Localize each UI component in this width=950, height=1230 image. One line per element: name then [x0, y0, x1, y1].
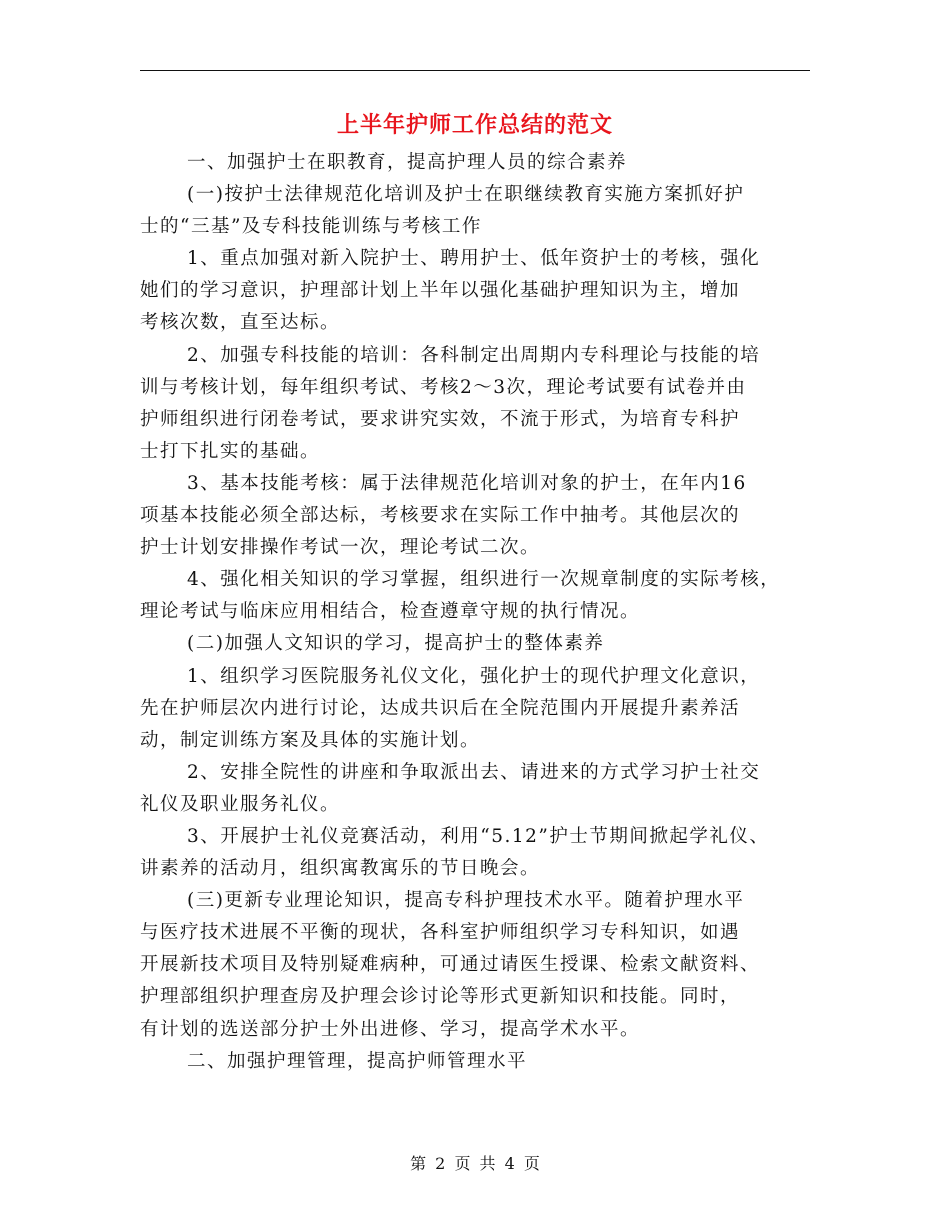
paragraph-line: 护理部组织护理查房及护理会诊讨论等形式更新知识和技能。同时， [140, 986, 741, 1008]
paragraph [140, 821, 810, 885]
paragraph-line: 训与考核计划，每年组织考试、考核2～3次，理论考试要有试卷并由 [140, 376, 747, 398]
paragraph-line: 有计划的选送部分护士外出进修、学习，提高学术水平。 [140, 1018, 641, 1040]
paragraph-line: 先在护师层次内进行讨论，达成共识后在全院范围内开展提升素养活 [140, 697, 741, 719]
paragraph-line: 1、组织学习医院服务礼仪文化，强化护士的现代护理文化意识， [187, 665, 761, 687]
paragraph [140, 628, 810, 660]
paragraph-line: 二、加强护理管理，提高护师管理水平 [187, 1050, 528, 1072]
paragraph-line: 项基本技能必须全部达标，考核要求在实际工作中抽考。其他层次的 [140, 505, 741, 527]
paragraph-line: 4、强化相关知识的学习掌握，组织进行一次规章制度的实际考核， [187, 569, 781, 591]
paragraph-line: 她们的学习意识，护理部计划上半年以强化基础护理知识为主，增加 [140, 280, 741, 302]
paragraph-line: 一、加强护士在职教育，提高护理人员的综合素养 [187, 152, 628, 173]
paragraph-line: (二)加强人文知识的学习，提高护士的整体素养 [187, 633, 605, 655]
paragraph [140, 1046, 810, 1078]
paragraph [140, 243, 810, 339]
paragraph [140, 564, 810, 628]
paragraph-line: 2、安排全院性的讲座和争取派出去、请进来的方式学习护士社交 [187, 761, 761, 783]
paragraph-line: 士的“三基”及专科技能训练与考核工作 [140, 216, 482, 238]
document-body [140, 147, 810, 1078]
paragraph-line: (一)按护士法律规范化培训及护士在职继续教育实施方案抓好护 [187, 184, 745, 206]
paragraph-line: (三)更新专业理论知识，提高专科护理技术水平。随着护理水平 [187, 890, 745, 912]
paragraph-line: 士打下扎实的基础。 [140, 440, 321, 462]
paragraph-line: 护师组织进行闭卷考试，要求讲究实效，不流于形式，为培育专科护 [140, 408, 741, 430]
paragraph-line: 动，制定训练方案及具体的实施计划。 [140, 729, 481, 751]
paragraph-line: 1、重点加强对新入院护士、聘用护士、低年资护士的考核，强化 [187, 248, 761, 270]
paragraph-line: 3、开展护士礼仪竞赛活动，利用“5.12”护士节期间掀起学礼仪、 [187, 825, 770, 847]
paragraph-line: 理论考试与临床应用相结合，检查遵章守规的执行情况。 [140, 601, 641, 623]
paragraph-line: 考核次数，直至达标。 [140, 312, 341, 334]
paragraph [140, 757, 810, 821]
paragraph-line: 礼仪及职业服务礼仪。 [140, 793, 341, 815]
paragraph-line: 与医疗技术进展不平衡的现状，各科室护师组织学习专科知识，如遇 [140, 922, 741, 944]
paragraph [140, 468, 810, 564]
paragraph [140, 179, 810, 243]
paragraph [140, 147, 810, 179]
paragraph [140, 340, 810, 468]
paragraph [140, 885, 810, 1045]
paragraph-line: 开展新技术项目及特别疑难病种，可通过请医生授课、检索文献资料、 [140, 954, 761, 976]
page-footer: 第 2 页 共 4 页 [410, 1154, 540, 1173]
header-rule [140, 70, 810, 71]
paragraph-line: 护士计划安排操作考试一次，理论考试二次。 [140, 537, 541, 559]
document-title: 上半年护师工作总结的范文 [336, 113, 613, 138]
paragraph-line: 3、基本技能考核：属于法律规范化培训对象的护士，在年内16 [187, 472, 747, 494]
paragraph-line: 2、加强专科技能的培训：各科制定出周期内专科理论与技能的培 [187, 344, 761, 366]
paragraph-line: 讲素养的活动月，组织寓教寓乐的节日晚会。 [140, 858, 541, 880]
paragraph [140, 661, 810, 757]
